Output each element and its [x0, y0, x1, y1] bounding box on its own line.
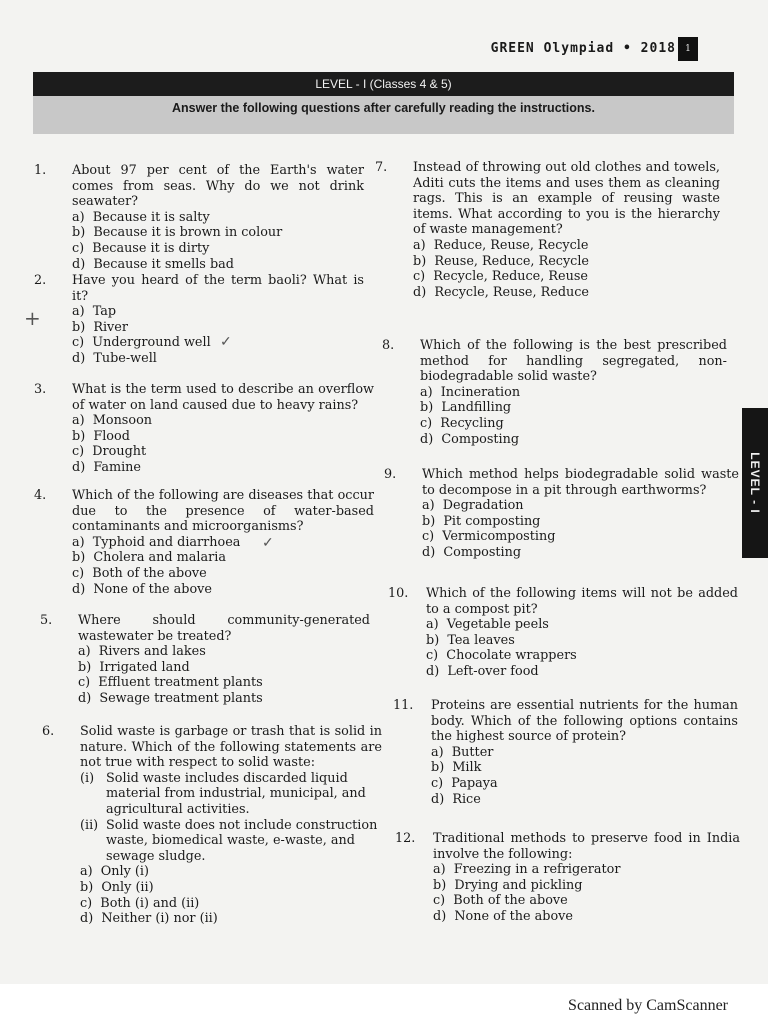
handwritten-tick-mark: ✓ — [262, 535, 274, 551]
statement-numeral: (i) — [80, 770, 95, 786]
answer-option: b) Cholera and malaria — [72, 550, 226, 566]
answer-option: a) Butter — [431, 744, 494, 760]
question-stem: About 97 per cent of the Earth's water comes from seas. Why do we not drink seawater? — [72, 163, 364, 210]
question-body — [78, 613, 370, 707]
answer-option: b) Milk — [431, 760, 482, 776]
question-body — [80, 724, 382, 927]
question-number: 1. — [34, 163, 47, 178]
instructions-banner: Answer the following questions after carefully reading the instructions. — [33, 96, 734, 134]
answer-option: d) Tube-well — [72, 350, 157, 366]
answer-option: d) None of the above — [72, 581, 212, 597]
question-body — [413, 160, 720, 300]
answer-option: c) Because it is dirty — [72, 240, 210, 256]
answer-option: b) Landfilling — [420, 400, 512, 416]
question-body — [72, 273, 364, 367]
question-number: 11. — [393, 698, 414, 713]
answer-option: d) Recycle, Reuse, Reduce — [413, 284, 590, 300]
question-number: 2. — [34, 273, 47, 288]
question-number: 5. — [40, 613, 53, 628]
answer-option: c) Effluent treatment plants — [78, 675, 263, 691]
answer-option: c) Both of the above — [72, 565, 207, 581]
answer-option: a) Because it is salty — [72, 209, 210, 225]
answer-option: d) None of the above — [433, 908, 573, 924]
question-number: 7. — [375, 160, 388, 175]
answer-option: c) Underground well — [72, 335, 211, 351]
answer-option: a) Typhoid and diarrhoea — [72, 534, 241, 550]
answer-option: b) Pit composting — [422, 513, 541, 529]
answer-option: a) Monsoon — [72, 413, 153, 429]
question-stem: Traditional methods to preserve food in India involve the following: — [433, 831, 740, 862]
question-body — [420, 338, 727, 447]
question-number: 10. — [388, 586, 409, 601]
level-side-tab: LEVEL - I — [742, 408, 768, 558]
question-number: 9. — [384, 467, 397, 482]
answer-option: b) Only (ii) — [80, 879, 154, 895]
question-stem: Which of the following are diseases that occur due to the presence of water-based contaminants and microorganisms? — [72, 488, 374, 535]
answer-option: b) Flood — [72, 428, 130, 444]
answer-option: c) Both (i) and (ii) — [80, 895, 200, 911]
answer-option: a) Degradation — [422, 498, 524, 514]
answer-option: a) Vegetable peels — [426, 617, 549, 633]
answer-option: d) Famine — [72, 459, 142, 475]
answer-option: c) Chocolate wrappers — [426, 648, 577, 664]
statement-text: Solid waste includes discarded liquid material from industrial, municipal, and agricultural activities. — [106, 770, 366, 817]
answer-option: c) Vermicomposting — [422, 529, 556, 545]
question-number: 4. — [34, 488, 47, 503]
answer-option: c) Papaya — [431, 775, 498, 791]
question-body — [72, 488, 374, 597]
question-stem: Which of the following items will not be added to a compost pit? — [426, 586, 738, 617]
question-body — [72, 382, 374, 476]
handwritten-tick-mark: ✓ — [220, 334, 232, 350]
answer-option: b) Irrigated land — [78, 659, 190, 675]
answer-option: b) River — [72, 319, 128, 335]
answer-option: d) Because it smells bad — [72, 256, 234, 272]
answer-option: a) Reduce, Reuse, Recycle — [413, 237, 589, 253]
answer-option: d) Composting — [420, 431, 520, 447]
question-stem: Instead of throwing out old clothes and towels, Aditi cuts the items and uses them as cleaning rags. This is an example of reusing waste items. What according to you is the hierarchy of waste management? — [413, 160, 720, 238]
handwritten-cross-mark: + — [24, 306, 41, 330]
answer-option: a) Rivers and lakes — [78, 644, 206, 660]
scanner-watermark: Scanned by CamScanner — [568, 997, 728, 1014]
statement-item — [80, 771, 382, 818]
answer-option: a) Freezing in a refrigerator — [433, 862, 621, 878]
question-number: 3. — [34, 382, 47, 397]
question-stem: Proteins are essential nutrients for the human body. Which of the following options contains the highest source of protein? — [431, 698, 738, 745]
answer-option: b) Drying and pickling — [433, 877, 583, 893]
statement-text: Solid waste does not include construction waste, biomedical waste, e-waste, and sewage sludge. — [106, 817, 378, 864]
answer-option: a) Tap — [72, 304, 117, 320]
answer-option: b) Reuse, Reduce, Recycle — [413, 253, 590, 269]
answer-option: a) Incineration — [420, 384, 521, 400]
question-stem: Which of the following is the best prescribed method for handling segregated, non-biodegradable solid waste? — [420, 338, 727, 385]
question-body — [72, 163, 364, 272]
question-body — [422, 467, 739, 561]
statement-numeral: (ii) — [80, 817, 99, 833]
answer-option: c) Recycling — [420, 415, 504, 431]
answer-option: d) Rice — [431, 791, 481, 807]
question-stem: Which method helps biodegradable solid waste to decompose in a pit through earthworms? — [422, 467, 739, 498]
answer-option: b) Because it is brown in colour — [72, 225, 283, 241]
answer-option: c) Drought — [72, 444, 147, 460]
question-stem: Where should community-generated wastewater be treated? — [78, 613, 370, 644]
answer-option: b) Tea leaves — [426, 632, 515, 648]
question-number: 8. — [382, 338, 395, 353]
question-body — [433, 831, 740, 925]
answer-option: c) Recycle, Reduce, Reuse — [413, 269, 588, 285]
question-body — [426, 586, 738, 680]
answer-option: c) Both of the above — [433, 893, 568, 909]
question-number: 6. — [42, 724, 55, 739]
statement-item — [80, 818, 382, 865]
question-stem: Have you heard of the term baoli? What is it? — [72, 273, 364, 304]
answer-option: a) Only (i) — [80, 864, 149, 880]
answer-option: d) Composting — [422, 544, 522, 560]
answer-option: d) Neither (i) nor (ii) — [80, 911, 218, 927]
question-number: 12. — [395, 831, 416, 846]
question-body — [431, 698, 738, 807]
level-banner: LEVEL - I (Classes 4 & 5) — [33, 72, 734, 96]
answer-option: d) Left-over food — [426, 663, 539, 679]
olympiad-title: GREEN Olympiad • 2018 — [490, 41, 676, 56]
question-stem: Solid waste is garbage or trash that is solid in nature. Which of the following statements are not true with respect to solid waste: — [80, 724, 382, 771]
page-number: 1 — [678, 37, 698, 61]
question-stem: What is the term used to describe an overflow of water on land caused due to heavy rains? — [72, 382, 374, 413]
answer-option: d) Sewage treatment plants — [78, 690, 263, 706]
